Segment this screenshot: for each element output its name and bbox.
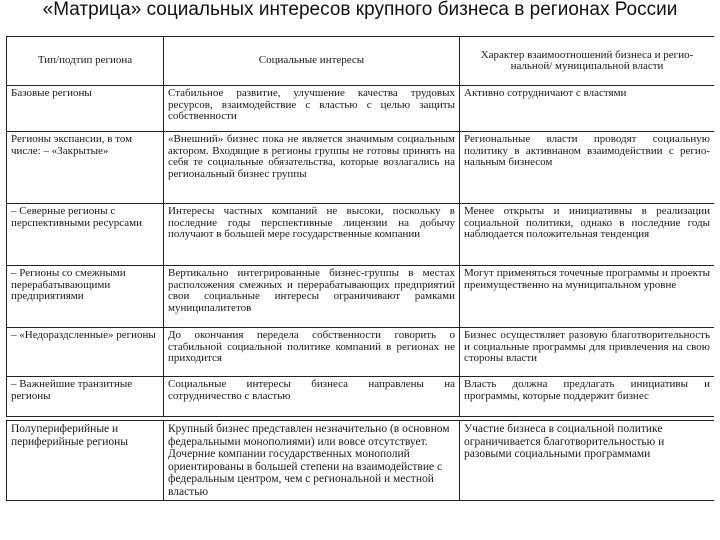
cell-relations: Власть должна предлагать инициативы и программы, которые поддержит бизнес — [460, 377, 715, 417]
cell-relations: Активно сотрудничают с властями — [460, 86, 715, 132]
cell-region-type: – Регионы со смежными перерабатывающими предприятиями — [7, 266, 164, 328]
table-header-row — [7, 37, 715, 86]
table-row — [7, 132, 715, 204]
cell-region-type: – «Недораздсленные» регионы — [7, 328, 164, 377]
cell-relations: Региональные власти проводят социальную политику в активнаном взаимодействии с региональным бизнесом — [460, 132, 715, 204]
cell-social-interests: «Внешний» бизнес пока не является значимым социальным актором. Входящие в регионы группы не готовы принять на себя те социальные обязательства, которые возлагались на региональный бизнес группы — [164, 132, 460, 204]
cell-region-type: – Северные регионы с перспективными ресурсами — [7, 204, 164, 266]
cell-social-interests: Вертикально интегрированные бизнес-группы в местах расположения смежных и перерабатывающих предприятий свои социальные интересы ограничивают рамками муниципалитетов — [164, 266, 460, 328]
cell-social-interests: Социальные интересы бизнеса направлены на сотрудничество с властью — [164, 377, 460, 417]
table-row — [7, 86, 715, 132]
page-title: «Матрица» социальных интересов крупного бизнеса в регионах России — [42, 0, 678, 20]
cell-region-type: Полупериферийные и периферийные регионы — [7, 421, 164, 501]
table-row — [7, 421, 715, 501]
header-relations: Характер взаимоотношений бизнеса и региональной/ муниципальной власти — [460, 37, 715, 86]
cell-relations: Бизнес осуществляет разовую благотворительность и социальные программы для привлечения на свою стороны власти — [460, 328, 715, 377]
matrix-table — [6, 36, 714, 501]
cell-relations: Участие бизнеса в социальной политике ограничивается благотворительностью и разовыми социальными программами — [460, 421, 715, 501]
cell-region-type: Базовые регионы — [7, 86, 164, 132]
cell-region-type: Регионы экспансии, в том числе: – «Закрытые» — [7, 132, 164, 204]
table-row — [7, 328, 715, 377]
table-row — [7, 377, 715, 417]
cell-social-interests: Крупный бизнес представлен незначительно (в основном федеральными монополиями) или вовсе отсутствует. Дочерние компании государственных монополий ориентированы в большей степени на взаимодействие с федеральным центром, чем с региональной и местной властью — [164, 421, 460, 501]
table-row — [7, 266, 715, 328]
cell-region-type: – Важнейшие транзитные регионы — [7, 377, 164, 417]
cell-relations: Могут применяться точечные программы и проекты преимущественно на муниципальном уровне — [460, 266, 715, 328]
cell-relations: Менее открыты и инициативны в реализации социальной политики, однако в последние годы наблюдается положительная тенденция — [460, 204, 715, 266]
cell-social-interests: Стабильное развитие, улучшение качества трудовых ресурсов, взаимодействие с властью с целью защиты собственности — [164, 86, 460, 132]
cell-social-interests: Интересы частных компаний не высоки, поскольку в последние годы перспективные лицензии на добычу получают в большей мере государственные компании — [164, 204, 460, 266]
cell-social-interests: До окончания передела собственности говорить о стабильной социальной политике компаний в регионах не приходится — [164, 328, 460, 377]
matrix-table-container — [6, 36, 714, 540]
table-row — [7, 204, 715, 266]
header-region-type: Тип/подтип региона — [7, 37, 164, 86]
header-social-interests: Социальные интересы — [164, 37, 460, 86]
